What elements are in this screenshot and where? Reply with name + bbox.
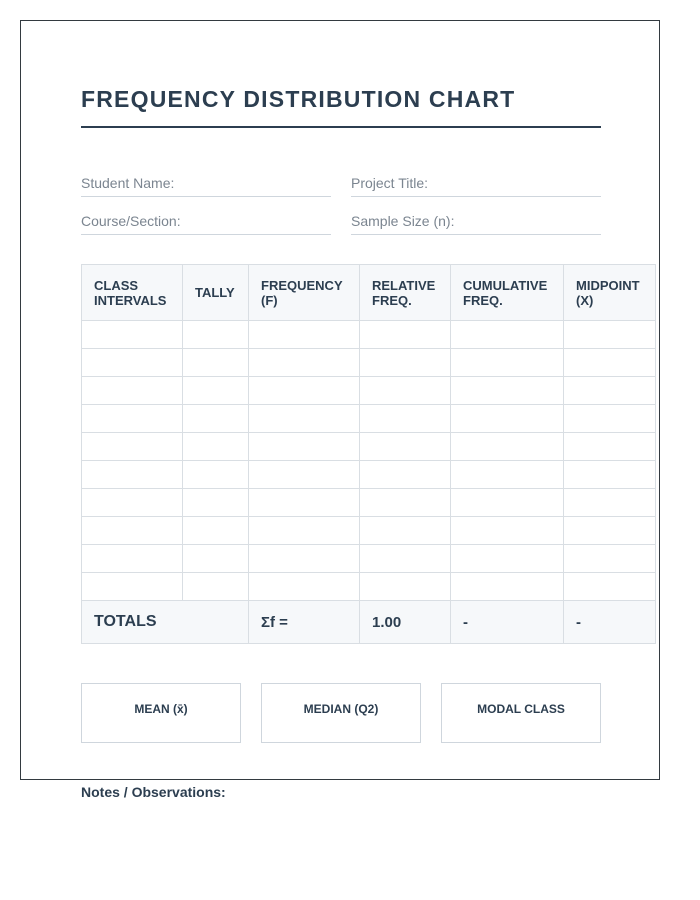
project-title-field[interactable] <box>351 174 601 197</box>
notes-label: Notes / Observations: <box>81 784 226 800</box>
table-cell[interactable] <box>82 349 183 377</box>
header-midpoint-line1: MIDPOINT <box>576 277 640 293</box>
table-cell[interactable] <box>451 321 564 349</box>
header-midpoint <box>564 265 656 321</box>
modal-class-label: MODAL CLASS <box>477 702 565 716</box>
table-cell[interactable] <box>82 321 183 349</box>
header-cumulative-freq-line2: FREQ. <box>463 292 503 308</box>
table-cell[interactable] <box>249 573 360 601</box>
sample-size-field[interactable] <box>351 212 601 235</box>
table-cell[interactable] <box>82 517 183 545</box>
header-frequency-line2: (F) <box>261 292 278 308</box>
table-cell[interactable] <box>451 405 564 433</box>
student-name-label: Student Name: <box>81 175 175 191</box>
table-cell[interactable] <box>360 349 451 377</box>
table-cell[interactable] <box>183 349 249 377</box>
title-underline <box>81 126 601 128</box>
table-cell[interactable] <box>183 377 249 405</box>
table-cell[interactable] <box>183 433 249 461</box>
sample-size-label: Sample Size (n): <box>351 213 455 229</box>
table-cell[interactable] <box>183 489 249 517</box>
table-cell[interactable] <box>451 461 564 489</box>
table-cell[interactable] <box>360 405 451 433</box>
table-cell[interactable] <box>183 405 249 433</box>
frequency-table <box>81 264 656 644</box>
table-cell[interactable] <box>249 517 360 545</box>
header-frequency <box>249 265 360 321</box>
table-cell[interactable] <box>360 573 451 601</box>
table-cell[interactable] <box>82 461 183 489</box>
header-tally <box>183 265 249 321</box>
table-cell[interactable] <box>183 321 249 349</box>
header-cumulative-freq-line1: CUMULATIVE <box>463 277 548 293</box>
table-row <box>82 433 656 461</box>
table-cell[interactable] <box>564 349 656 377</box>
header-relative-freq-line2: FREQ. <box>372 292 412 308</box>
header-class-intervals-line2: INTERVALS <box>94 292 167 308</box>
table-cell[interactable] <box>451 349 564 377</box>
table-cell[interactable] <box>564 489 656 517</box>
totals-midpoint: - <box>564 601 656 644</box>
table-cell[interactable] <box>451 377 564 405</box>
table-row <box>82 489 656 517</box>
totals-label: TOTALS <box>82 601 249 644</box>
project-title-label: Project Title: <box>351 175 429 191</box>
table-row <box>82 517 656 545</box>
totals-relative: 1.00 <box>360 601 451 644</box>
header-frequency-line1: FREQUENCY <box>261 277 343 293</box>
table-cell[interactable] <box>82 433 183 461</box>
table-cell[interactable] <box>82 405 183 433</box>
table-row <box>82 321 656 349</box>
table-cell[interactable] <box>82 489 183 517</box>
table-cell[interactable] <box>249 433 360 461</box>
table-cell[interactable] <box>451 433 564 461</box>
table-cell[interactable] <box>360 489 451 517</box>
header-class-intervals <box>82 265 183 321</box>
course-section-label: Course/Section: <box>81 213 181 229</box>
student-name-field[interactable] <box>81 174 331 197</box>
table-cell[interactable] <box>249 405 360 433</box>
table-header-row <box>82 265 656 321</box>
table-cell[interactable] <box>564 405 656 433</box>
table-row <box>82 573 656 601</box>
median-box[interactable] <box>261 683 421 743</box>
table-cell[interactable] <box>360 377 451 405</box>
table-row <box>82 349 656 377</box>
table-row <box>82 377 656 405</box>
table-cell[interactable] <box>451 517 564 545</box>
table-cell[interactable] <box>360 517 451 545</box>
table-row <box>82 405 656 433</box>
table-cell[interactable] <box>183 517 249 545</box>
table-cell[interactable] <box>82 573 183 601</box>
table-cell[interactable] <box>564 545 656 573</box>
table-cell[interactable] <box>249 461 360 489</box>
course-section-field[interactable] <box>81 212 331 235</box>
header-tally-line1: TALLY <box>195 285 235 300</box>
header-class-intervals-line1: CLASS <box>94 277 139 293</box>
table-cell[interactable] <box>249 545 360 573</box>
table-cell[interactable] <box>451 573 564 601</box>
table-cell[interactable] <box>249 377 360 405</box>
table-cell[interactable] <box>451 545 564 573</box>
table-cell[interactable] <box>360 321 451 349</box>
mean-box[interactable] <box>81 683 241 743</box>
table-cell[interactable] <box>564 573 656 601</box>
table-cell[interactable] <box>564 461 656 489</box>
table-body <box>82 321 656 644</box>
table-cell[interactable] <box>360 461 451 489</box>
table-cell[interactable] <box>249 489 360 517</box>
table-row <box>82 545 656 573</box>
table-cell[interactable] <box>360 433 451 461</box>
table-cell[interactable] <box>249 349 360 377</box>
modal-class-box[interactable] <box>441 683 601 743</box>
table-cell[interactable] <box>82 377 183 405</box>
totals-row <box>82 601 656 644</box>
table-cell[interactable] <box>82 545 183 573</box>
header-midpoint-line2: (X) <box>576 292 594 308</box>
table-cell[interactable] <box>360 545 451 573</box>
table-cell[interactable] <box>249 321 360 349</box>
table-cell[interactable] <box>183 461 249 489</box>
page-title: FREQUENCY DISTRIBUTION CHART <box>81 86 516 112</box>
table-cell[interactable] <box>564 377 656 405</box>
header-cumulative-freq <box>451 265 564 321</box>
median-label: MEDIAN (Q2) <box>303 702 379 716</box>
table-row <box>82 461 656 489</box>
table-cell[interactable] <box>564 321 656 349</box>
table-cell[interactable] <box>451 489 564 517</box>
table-cell[interactable] <box>183 573 249 601</box>
totals-cumulative: - <box>451 601 564 644</box>
header-relative-freq <box>360 265 451 321</box>
table-cell[interactable] <box>564 433 656 461</box>
mean-label: MEAN (x̄) <box>134 702 188 716</box>
table-cell[interactable] <box>183 545 249 573</box>
totals-frequency: Σf = <box>249 601 360 644</box>
header-relative-freq-line1: RELATIVE <box>372 277 436 293</box>
table-cell[interactable] <box>564 517 656 545</box>
